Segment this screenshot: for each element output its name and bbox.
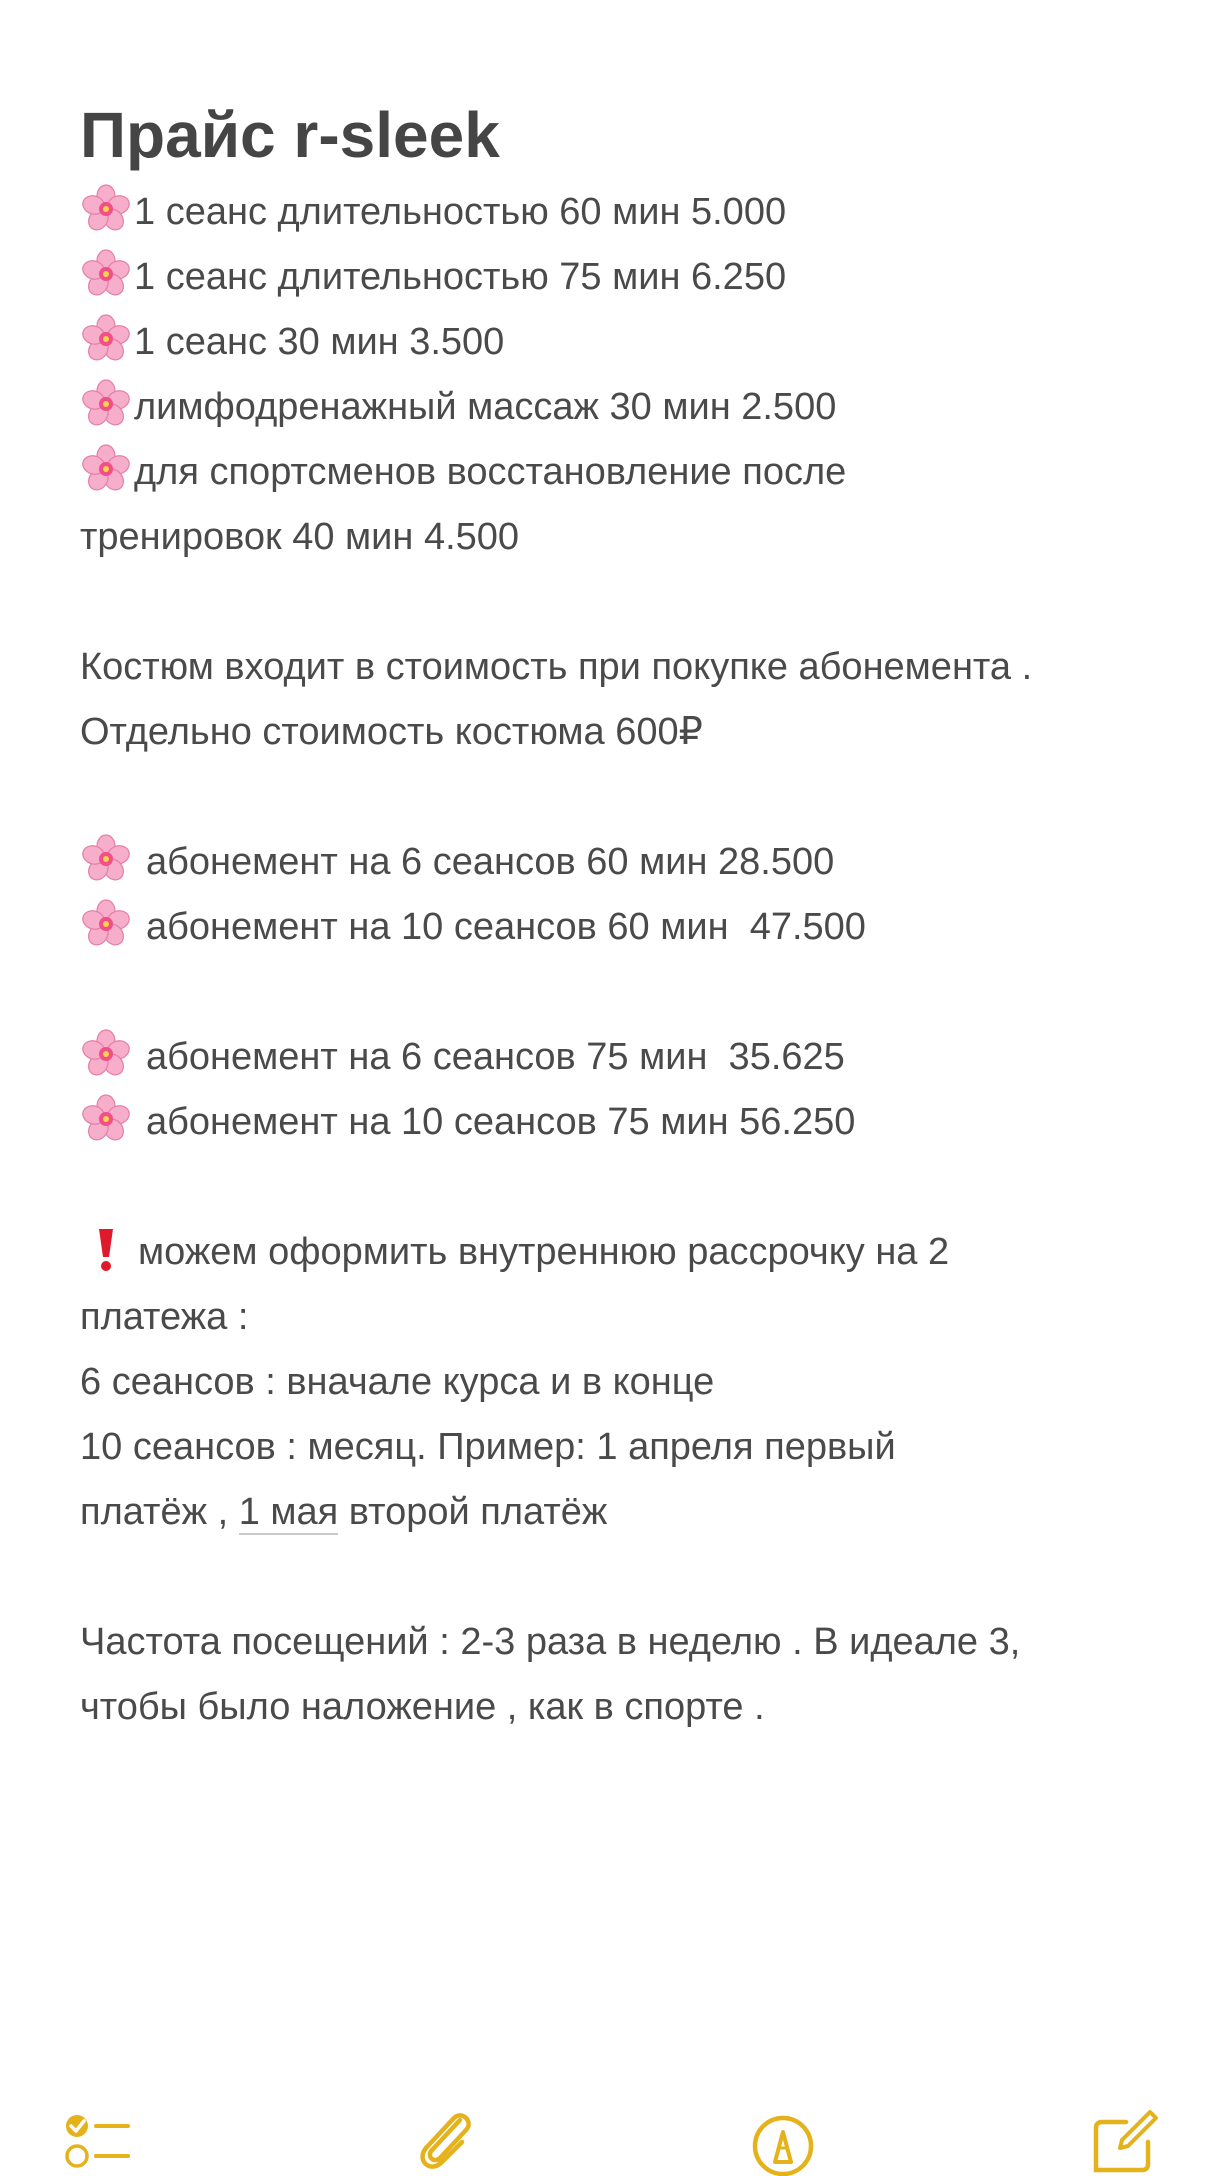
price-line-6: тренировок 40 мин 4.500 <box>80 516 520 558</box>
spacer <box>80 765 1160 830</box>
installment-line-5: платёж , 1 мая второй платёж <box>80 1491 608 1533</box>
subscription-line-2: абонемент на 10 сеансов 60 мин 47.500 <box>80 895 1160 960</box>
markup-icon[interactable] <box>748 2106 818 2176</box>
spacer <box>80 960 1160 1025</box>
frequency-line-1: Частота посещений : 2-3 раза в неделю . В идеале 3, <box>80 1621 1021 1663</box>
price-line-2: 1 сеанс длительностью 75 мин 6.250 <box>80 245 1160 310</box>
frequency-line-2: чтобы было наложение , как в спорте . <box>80 1686 765 1728</box>
note-title: Прайс r-sleek <box>80 99 500 171</box>
subscription-line-4: абонемент на 10 сеансов 75 мин 56.250 <box>80 1090 1160 1155</box>
installment-line-3: 6 сеансов : вначале курса и в конце <box>80 1361 715 1403</box>
price-line-5: для спортсменов восстановление после <box>80 440 1160 505</box>
cherry-blossom-icon <box>80 248 132 300</box>
attachment-icon[interactable] <box>408 2106 478 2176</box>
spacer <box>80 1155 1160 1220</box>
bottom-toolbar <box>0 2100 1214 2158</box>
note-body[interactable] <box>80 92 1160 1740</box>
compose-icon[interactable] <box>1090 2106 1160 2176</box>
price-line-3: 1 сеанс 30 мин 3.500 <box>80 310 1160 375</box>
cherry-blossom-icon <box>80 378 132 430</box>
installment-line-4: 10 сеансов : месяц. Пример: 1 апреля первый <box>80 1426 896 1468</box>
installment-line-2: платежа : <box>80 1296 249 1338</box>
installment-line-1: можем оформить внутреннюю рассрочку на 2 <box>80 1220 1160 1285</box>
subscription-line-1: абонемент на 6 сеансов 60 мин 28.500 <box>80 830 1160 895</box>
subscription-line-3: абонемент на 6 сеансов 75 мин 35.625 <box>80 1025 1160 1090</box>
date-link[interactable]: 1 мая <box>238 1491 339 1533</box>
cherry-blossom-icon <box>80 833 132 885</box>
price-line-4: лимфодренажный массаж 30 мин 2.500 <box>80 375 1160 440</box>
cherry-blossom-icon <box>80 898 132 950</box>
suit-note-line-2: Отдельно стоимость костюма 600₽ <box>80 711 703 753</box>
cherry-blossom-icon <box>80 183 132 235</box>
spacer <box>80 1545 1160 1610</box>
price-line-1: 1 сеанс длительностью 60 мин 5.000 <box>80 180 1160 245</box>
cherry-blossom-icon <box>80 443 132 495</box>
cherry-blossom-icon <box>80 313 132 365</box>
exclamation-icon <box>88 1223 124 1275</box>
checklist-icon[interactable] <box>62 2106 132 2176</box>
cherry-blossom-icon <box>80 1093 132 1145</box>
spacer <box>80 570 1160 635</box>
suit-note-line-1: Костюм входит в стоимость при покупке абонемента . <box>80 646 1033 688</box>
cherry-blossom-icon <box>80 1028 132 1080</box>
